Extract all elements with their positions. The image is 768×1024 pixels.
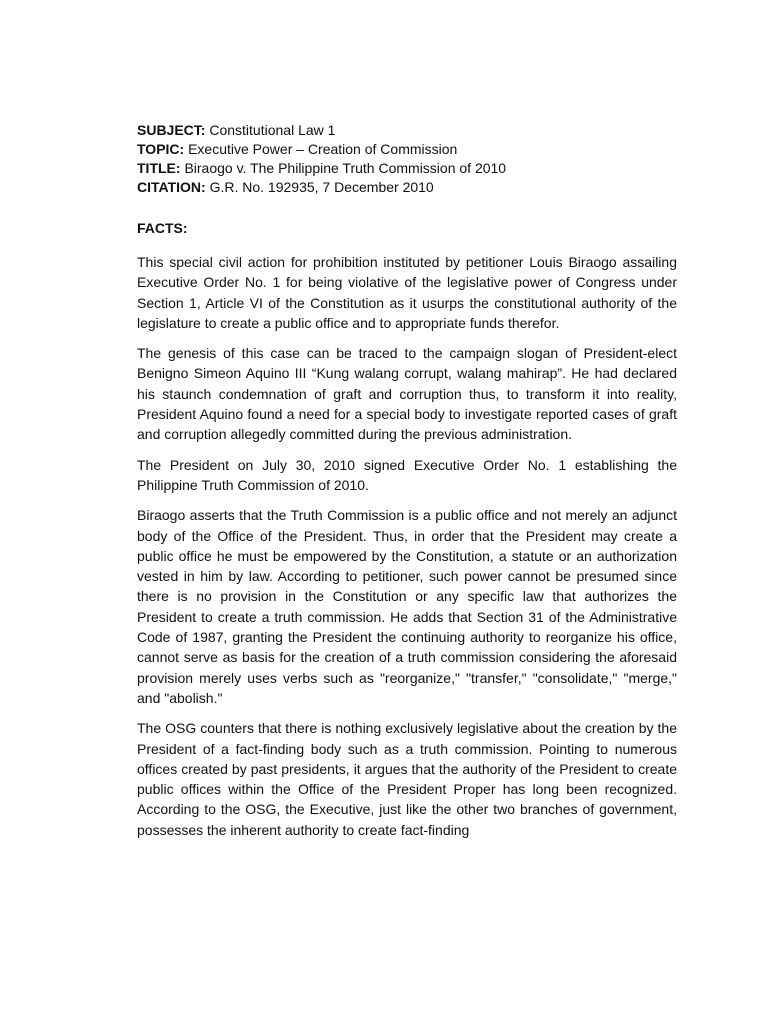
citation-line bbox=[137, 178, 677, 197]
topic-value: Executive Power – Creation of Commission bbox=[188, 141, 458, 157]
facts-paragraph-2: The genesis of this case can be traced to the campaign slogan of President-elect Benigno Simeon Aquino III “Kung walang corrupt, walang mahirap”. He had declared his staunch condemnation of graft and corruption thus, to transform it into reality, President Aquino found a need for a special body to investigate reported cases of graft and corruption allegedly committed during the previous administration. bbox=[137, 345, 677, 443]
topic-line bbox=[137, 140, 677, 159]
facts-paragraph-5: The OSG counters that there is nothing exclusively legislative about the creation by the President of a fact-finding body such as a truth commission. Pointing to numerous offices created by past presidents, it argues that the authority of the President to create public offices within the Office of the President Proper has long been recognized. According to the OSG, the Executive, just like the other two branches of government, possesses the inherent authority to create fact-finding bbox=[137, 720, 677, 838]
topic-label: TOPIC: bbox=[137, 141, 185, 157]
subject-label: SUBJECT: bbox=[137, 122, 206, 138]
citation-value: G.R. No. 192935, 7 December 2010 bbox=[209, 179, 434, 195]
title-line bbox=[137, 159, 677, 178]
facts-paragraph-3: The President on July 30, 2010 signed Executive Order No. 1 establishing the Philippine Truth Commission of 2010. bbox=[137, 456, 677, 493]
subject-line bbox=[137, 121, 677, 140]
facts-heading: FACTS: bbox=[137, 220, 188, 236]
document-content bbox=[137, 121, 677, 850]
title-label: TITLE: bbox=[137, 160, 181, 176]
facts-paragraph-1: This special civil action for prohibition instituted by petitioner Louis Biraogo assailing Executive Order No. 1 for being violative of the legislative power of Congress under Section 1, Article VI of the Constitution as it usurps the constitutional authority of the legislature to create a public office and to appropriate funds therefor. bbox=[137, 254, 677, 331]
subject-value: Constitutional Law 1 bbox=[209, 122, 336, 138]
facts-paragraph-4: Biraogo asserts that the Truth Commission is a public office and not merely an adjunct body of the Office of the President. Thus, in order that the President may create a public office he must be empowered by the Constitution, a statute or an authorization vested in him by law. According to petitioner, such power cannot be presumed since there is no provision in the Constitution or any specific law that authorizes the President to create a truth commission. He adds that Section 31 of the Administrative Code of 1987, granting the President the continuing authority to reorganize his office, cannot serve as basis for the creation of a truth commission considering the aforesaid provision merely uses verbs such as "reorganize," "transfer," "consolidate," "merge," and "abolish." bbox=[137, 507, 677, 706]
title-value: Biraogo v. The Philippine Truth Commission of 2010 bbox=[184, 160, 507, 176]
citation-label: CITATION: bbox=[137, 179, 206, 195]
